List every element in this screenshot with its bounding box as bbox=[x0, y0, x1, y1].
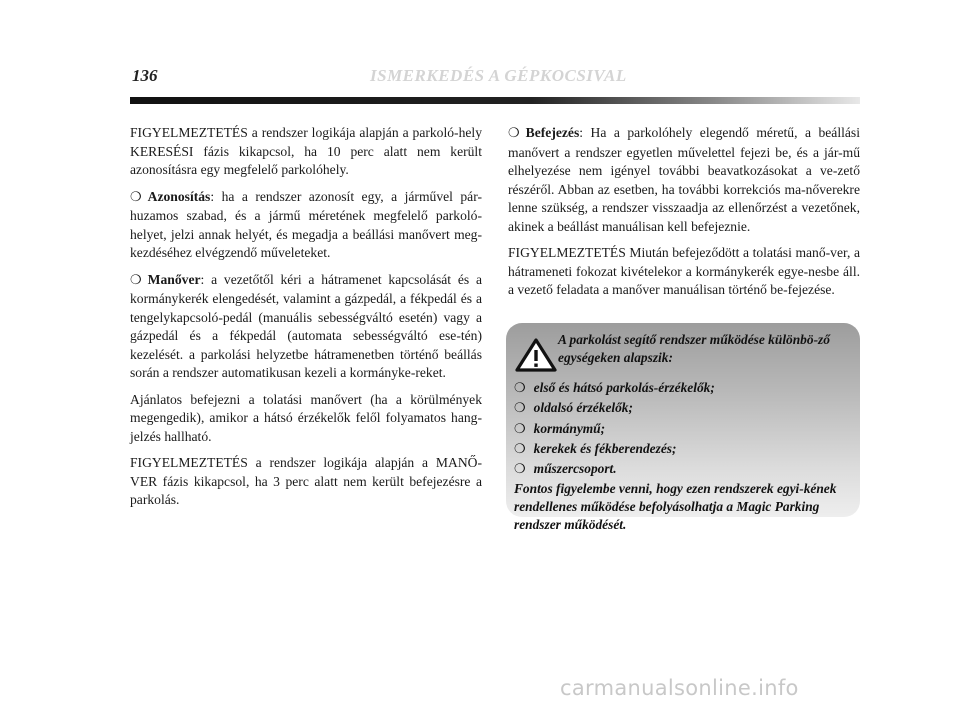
warning-reverse-paragraph: FIGYELMEZTETÉS Miután befejeződött a tolatási manő-ver, a hátrameneti fokozat kivételekor a kormánykerék egye-nesbe áll. a vezető feladata a manőver manuálisan történő be-fejezése. bbox=[508, 245, 860, 297]
identification-paragraph bbox=[130, 188, 482, 263]
right-column bbox=[508, 124, 860, 308]
term-identification: Azonosítás bbox=[147, 188, 211, 204]
completion-paragraph bbox=[508, 124, 860, 236]
warning-triangle-icon bbox=[514, 337, 558, 373]
left-column bbox=[130, 124, 482, 518]
header-rule bbox=[130, 97, 860, 104]
chapter-title: ISMERKEDÉS A GÉPKOCSIVAL bbox=[370, 66, 627, 85]
list-item: ❍ kormánymű; bbox=[514, 420, 606, 437]
list-item: ❍ oldalsó érzékelők; bbox=[514, 400, 633, 417]
bullet-icon: ❍ bbox=[508, 126, 520, 141]
bullet-icon: ❍ bbox=[514, 401, 526, 417]
term-maneuver: Manőver bbox=[147, 271, 201, 287]
bullet-icon: ❍ bbox=[514, 441, 526, 457]
warning-footer: Fontos figyelembe venni, hogy ezen rendszerek egyi-kének rendellenes működése befolyásolhatja a Magic Parking rendszer működését. bbox=[514, 481, 837, 533]
maneuver-text: : a vezetőtől kéri a hátramenet kapcsolását és a kormánykerék elengedését, valamint a gázpedál, a fékpedál és a tengelykapcsoló-pedál (manuális sebességváltó esetén) vagy a gázpedál és a fékpedál (automata sebességváltó ese-tén) kezelését. a parkolási helyzetbe hátramenetben történő beállás során a rendszer automatikusan kezeli a kormányke-reket. bbox=[130, 271, 482, 380]
page-number: 136 bbox=[132, 66, 158, 85]
identification-text: : ha a rendszer azonosít egy, a járművel pár-huzamos szabad, és a jármű méretének megfelelő parkoló-helyet, jelzi annak helyét, és megadja a beállási manővert meg-kezdéséhez elvégzendő műveleteket. bbox=[130, 188, 482, 260]
term-completion: Befejezés bbox=[525, 125, 580, 140]
warning-maneuver-paragraph: FIGYELMEZTETÉS a rendszer logikája alapján a MANŐ-VER fázis kikapcsol, ha 3 perc alatt nem került befejezésre a parkolás. bbox=[130, 455, 482, 507]
bullet-icon: ❍ bbox=[514, 462, 526, 478]
bullet-icon: ❍ bbox=[130, 189, 142, 205]
list-item: ❍ első és hátsó parkolás-érzékelők; bbox=[514, 380, 715, 396]
warning-list bbox=[514, 379, 848, 479]
completion-text: : Ha a parkolóhely elegendő méretű, a beállási manővert a rendszer egyetlen művelettel fejezi be, és a jár-mű elhelyezése nem igényel további beavatkozásokat a ve-zető részéről. Abban az esetben, ha további korrekciós ma-nőverekre lenne szükség, a rendszer visszaadja az ellenőrzést a vezetőnek, akinek a beállást manuálisan kell befejeznie. bbox=[508, 125, 860, 234]
watermark: carmanualsonline.info bbox=[560, 676, 799, 700]
bullet-icon: ❍ bbox=[514, 421, 526, 437]
warning-search-paragraph: FIGYELMEZTETÉS a rendszer logikája alapján a parkoló-hely KERESÉSI fázis kikapcsol, ha 10 perc alatt nem került azonosításra egy megfelelő parkolóhely. bbox=[130, 125, 482, 177]
warning-title: A parkolást segítő rendszer működése különbö-ző egységeken alapszik: bbox=[558, 332, 830, 365]
warning-box bbox=[506, 323, 860, 533]
warning-header bbox=[514, 331, 848, 373]
recommendation-paragraph: Ajánlatos befejezni a tolatási manővert (ha a körülmények megengedik), amikor a hátsó érzékelők felől folyamatos hang-jelzés hallható. bbox=[130, 391, 482, 444]
bullet-icon: ❍ bbox=[514, 381, 526, 396]
list-item: ❍ műszercsoport. bbox=[514, 461, 617, 478]
maneuver-paragraph bbox=[130, 271, 482, 383]
list-item: ❍ kerekek és fékberendezés; bbox=[514, 440, 677, 457]
bullet-icon: ❍ bbox=[130, 272, 142, 288]
